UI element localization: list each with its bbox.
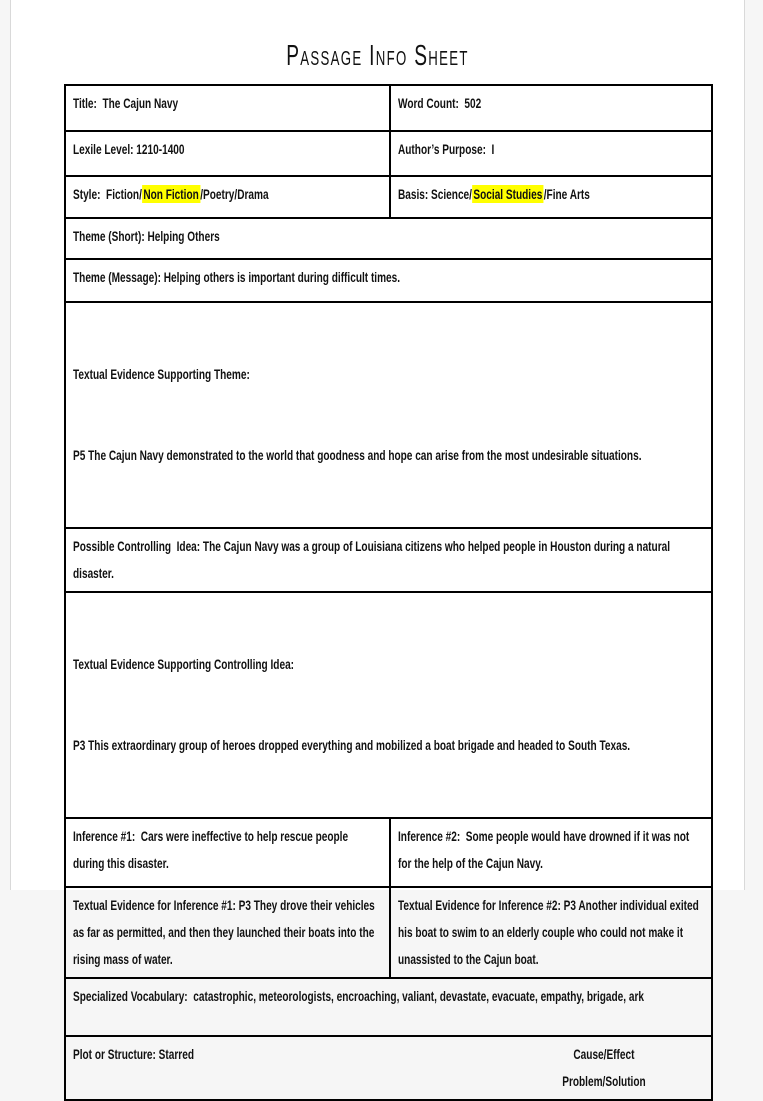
evidence-inference-1-field: Textual Evidence for Inference #1: P3 They drove their vehicles as far as permitted, and then they launched their boats into the rising mass of water. xyxy=(73,897,378,967)
style-highlight: Non Fiction xyxy=(143,186,199,202)
evidence-controlling-quote: P3 This extraordinary group of heroes dropped everything and mobilized a boat brigade and headed to South Texas. xyxy=(73,737,631,753)
passage-info-table xyxy=(64,84,713,1101)
cell-title xyxy=(65,85,390,131)
structure-option-cause-effect: Cause/Effect xyxy=(573,1046,635,1062)
row-evidence-controlling-idea xyxy=(65,592,712,818)
basis-highlight: Social Studies xyxy=(473,186,543,202)
cell-theme-message xyxy=(65,259,712,302)
evidence-theme-label: Textual Evidence Supporting Theme: xyxy=(73,366,250,382)
theme-short-field: Theme (Short): Helping Others xyxy=(73,228,220,244)
cell-evidence-inference-2 xyxy=(390,887,712,978)
basis-field xyxy=(398,181,704,208)
cell-evidence-controlling-idea xyxy=(65,592,712,818)
cell-style xyxy=(65,176,390,218)
cell-basis xyxy=(390,176,712,218)
authors-purpose-field: Author’s Purpose: I xyxy=(398,141,495,157)
structure-option-problem-solution: Problem/Solution xyxy=(562,1073,646,1089)
row-lexile-purpose xyxy=(65,131,712,176)
evidence-controlling-idea-field xyxy=(73,597,704,813)
controlling-idea-field: Possible Controlling Idea: The Cajun Navy was a group of Louisiana citizens who helped people in Houston during a natural disaster. xyxy=(73,538,673,581)
cell-plot-structure xyxy=(65,1036,712,1100)
row-style-basis xyxy=(65,176,712,218)
style-field xyxy=(73,181,382,208)
cell-specialized-vocabulary xyxy=(65,978,712,1036)
row-evidence-theme xyxy=(65,302,712,528)
document-page xyxy=(10,0,745,1089)
cell-word-count xyxy=(390,85,712,131)
row-title-wordcount xyxy=(65,85,712,131)
page-title: Passage Info Sheet xyxy=(286,40,469,72)
basis-text: Basis: Science/ xyxy=(398,186,472,202)
plot-structure-layout xyxy=(73,1041,704,1095)
evidence-controlling-label: Textual Evidence Supporting Controlling Idea: xyxy=(73,656,295,672)
evidence-inference-2-field: Textual Evidence for Inference #2: P3 Another individual exited his boat to swim to an elderly couple who could not make it unassisted to the Cajun boat. xyxy=(398,897,702,967)
cell-evidence-theme xyxy=(65,302,712,528)
theme-message-field: Theme (Message): Helping others is important during difficult times. xyxy=(73,269,401,285)
plot-structure-field: Plot or Structure: Starred xyxy=(73,1046,194,1062)
specialized-vocabulary-field: Specialized Vocabulary: catastrophic, meteorologists, encroaching, valiant, devastate, evacuate, empathy, brigade, ark xyxy=(73,988,645,1004)
cell-authors-purpose xyxy=(390,131,712,176)
cell-inference-1 xyxy=(65,818,390,887)
cell-controlling-idea xyxy=(65,528,712,592)
row-inferences xyxy=(65,818,712,887)
row-theme-short xyxy=(65,218,712,259)
structure-options xyxy=(562,1041,645,1095)
row-evidence-inferences xyxy=(65,887,712,978)
row-plot-structure xyxy=(65,1036,712,1100)
cell-evidence-inference-1 xyxy=(65,887,390,978)
evidence-theme-quote: P5 The Cajun Navy demonstrated to the world that goodness and hope can arise from the most undesirable situations. xyxy=(73,447,642,463)
style-text-tail: /Poetry/Drama xyxy=(200,186,269,202)
word-count-field: Word Count: 502 xyxy=(398,95,482,111)
row-controlling-idea xyxy=(65,528,712,592)
inference-2-field: Inference #2: Some people would have drowned if it was not for the help of the Cajun Navy. xyxy=(398,828,693,871)
basis-text-tail: /Fine Arts xyxy=(543,186,590,202)
cell-lexile-level xyxy=(65,131,390,176)
cell-theme-short xyxy=(65,218,712,259)
cell-inference-2 xyxy=(390,818,712,887)
row-specialized-vocabulary xyxy=(65,978,712,1036)
inference-1-field: Inference #1: Cars were ineffective to help rescue people during this disaster. xyxy=(73,828,351,871)
evidence-theme-field xyxy=(73,307,704,523)
title-field: Title: The Cajun Navy xyxy=(73,95,179,111)
lexile-level-field: Lexile Level: 1210-1400 xyxy=(73,141,185,157)
row-theme-message xyxy=(65,259,712,302)
style-text: Style: Fiction/ xyxy=(73,186,142,202)
